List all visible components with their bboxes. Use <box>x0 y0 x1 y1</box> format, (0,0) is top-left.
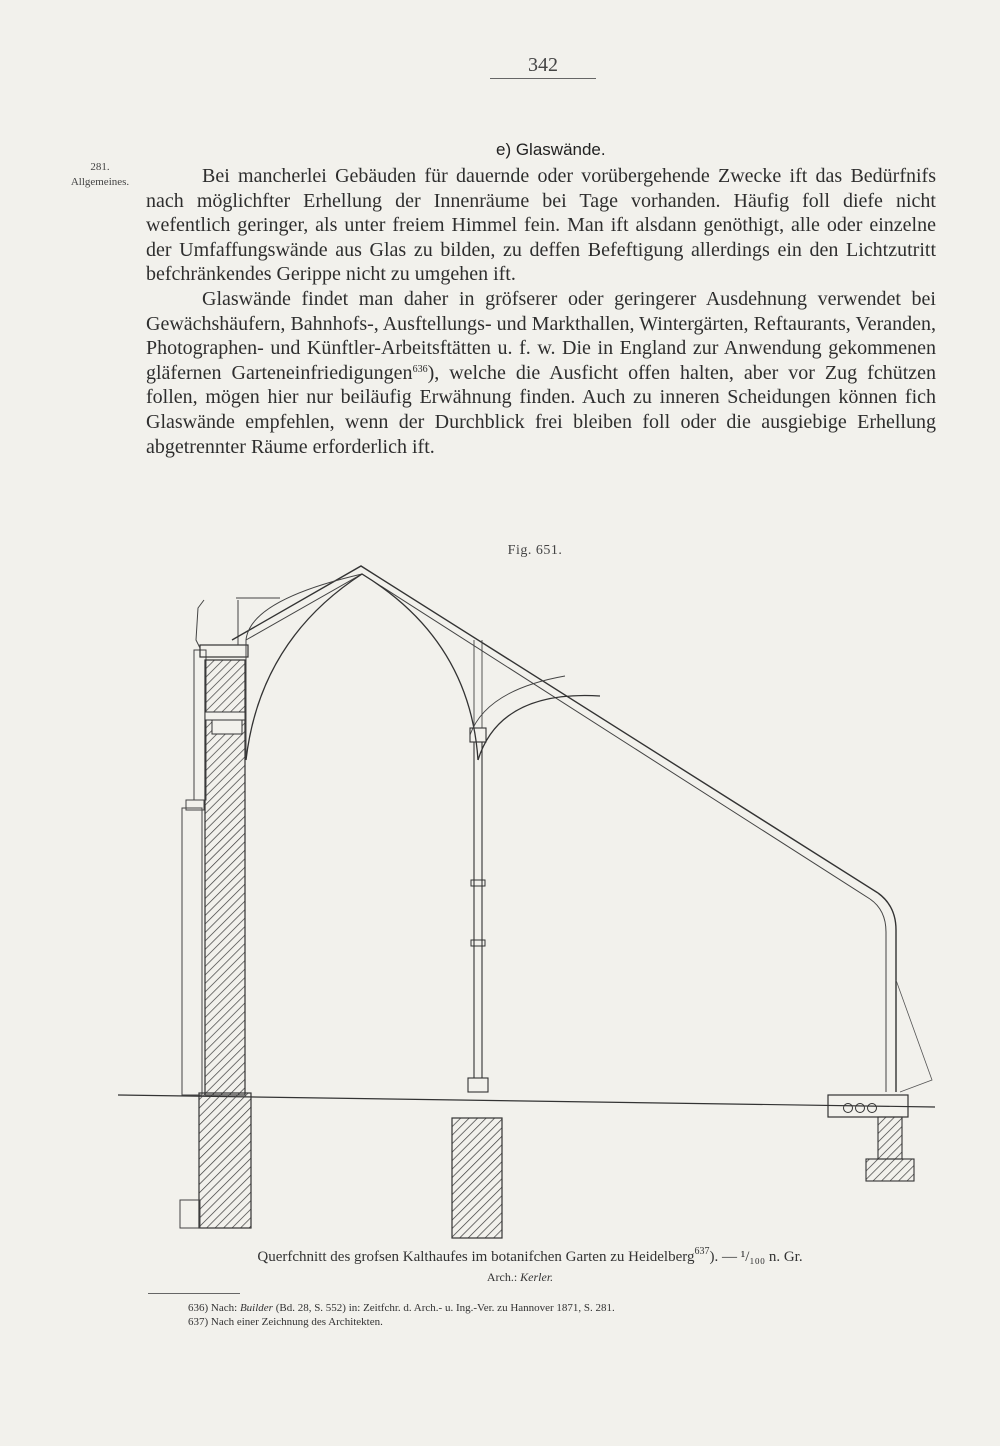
footnote-636 <box>188 1301 888 1315</box>
caption-text-a: Querfchnitt des grofsen Kalthaufes im botanifchen Garten zu Heidelberg <box>257 1249 695 1265</box>
section-title: e) Glaswände. <box>496 140 606 159</box>
margin-note-label: Allgemeines. <box>70 176 130 188</box>
credit-label: Arch.: <box>486 1270 518 1284</box>
caption-credit <box>420 1270 620 1285</box>
paragraph-2-text-b: ), welche die Ausficht offen halten, aber vor Zug fchützen follen, mögen hier nur beiläufig Erwähnung finden. Auch zu inneren Scheidungen können fich Glaswände empfehlen, wenn der Durchblick frei bleiben foll oder die ausgiebige Erhellung abgetrennter Räume erforderlich ift. <box>146 361 937 458</box>
footnote-number: 636 <box>188 1302 205 1314</box>
figure-caption <box>150 1247 910 1267</box>
footnote-text: ) Nach: <box>204 1302 238 1314</box>
column-foundation <box>452 1118 502 1238</box>
paragraph-2-text-a: Glaswände findet man daher in gröfserer oder geringerer Ausdehnung verwendet bei Gewächshäufern, Bahnhofs-, Ausftellungs- und Markthallen, Wintergärten, Reftaurants, Veranden, Photographen- und Künftler-Arbeitsftätten u. f. w. Die in England zur Anwendung gekommenen gläfernen Garteneinfriedigungen <box>146 287 936 384</box>
margin-note-number: 281. <box>90 161 110 173</box>
footnote-ref-636: 636 <box>412 363 428 375</box>
footnote-text-rest: (Bd. 28, S. 552) in: Zeitfchr. d. Arch.- u. Ing.-Ver. zu Hannover 1871, S. 281. <box>275 1302 615 1314</box>
footnote-637 <box>188 1315 888 1329</box>
footnote-ref-637: 637 <box>694 1246 710 1257</box>
caption-text-b: ). — ¹/₁₀₀ n. Gr. <box>709 1249 803 1265</box>
footnote-text: ) Nach einer Zeichnung des Architekten. <box>204 1316 383 1328</box>
footnote-rule <box>148 1293 240 1294</box>
paragraph-1: Bei mancherlei Gebäuden für dauernde oder vorübergehende Zwecke ift das Bedürfnifs nach möglichfter Erhellung der Innenräume bei Tage vorhanden. Häufig foll diefe nicht wefentlich geringer, als unter freiem Himmel fein. Man ift alsdann genöthigt, alle oder einzelne der Umfaffungswände aus Glas zu bilden, zu deffen Befeftigung allerdings ein den Lichtzutritt befchränkendes Gerippe nicht zu umgehen ift. <box>146 165 936 286</box>
credit-name: Kerler. <box>520 1270 554 1284</box>
left-masonry-wall <box>180 598 280 1228</box>
footnote-italic: Builder <box>239 1302 273 1314</box>
page-number: 342 <box>528 54 558 76</box>
footnotes <box>188 1301 888 1329</box>
footnote-number: 637 <box>188 1316 205 1328</box>
right-foundation <box>828 1095 914 1181</box>
figure-label: Fig. 651. <box>507 543 563 558</box>
glass-roof <box>232 566 932 1092</box>
cast-iron-column <box>468 640 488 1092</box>
